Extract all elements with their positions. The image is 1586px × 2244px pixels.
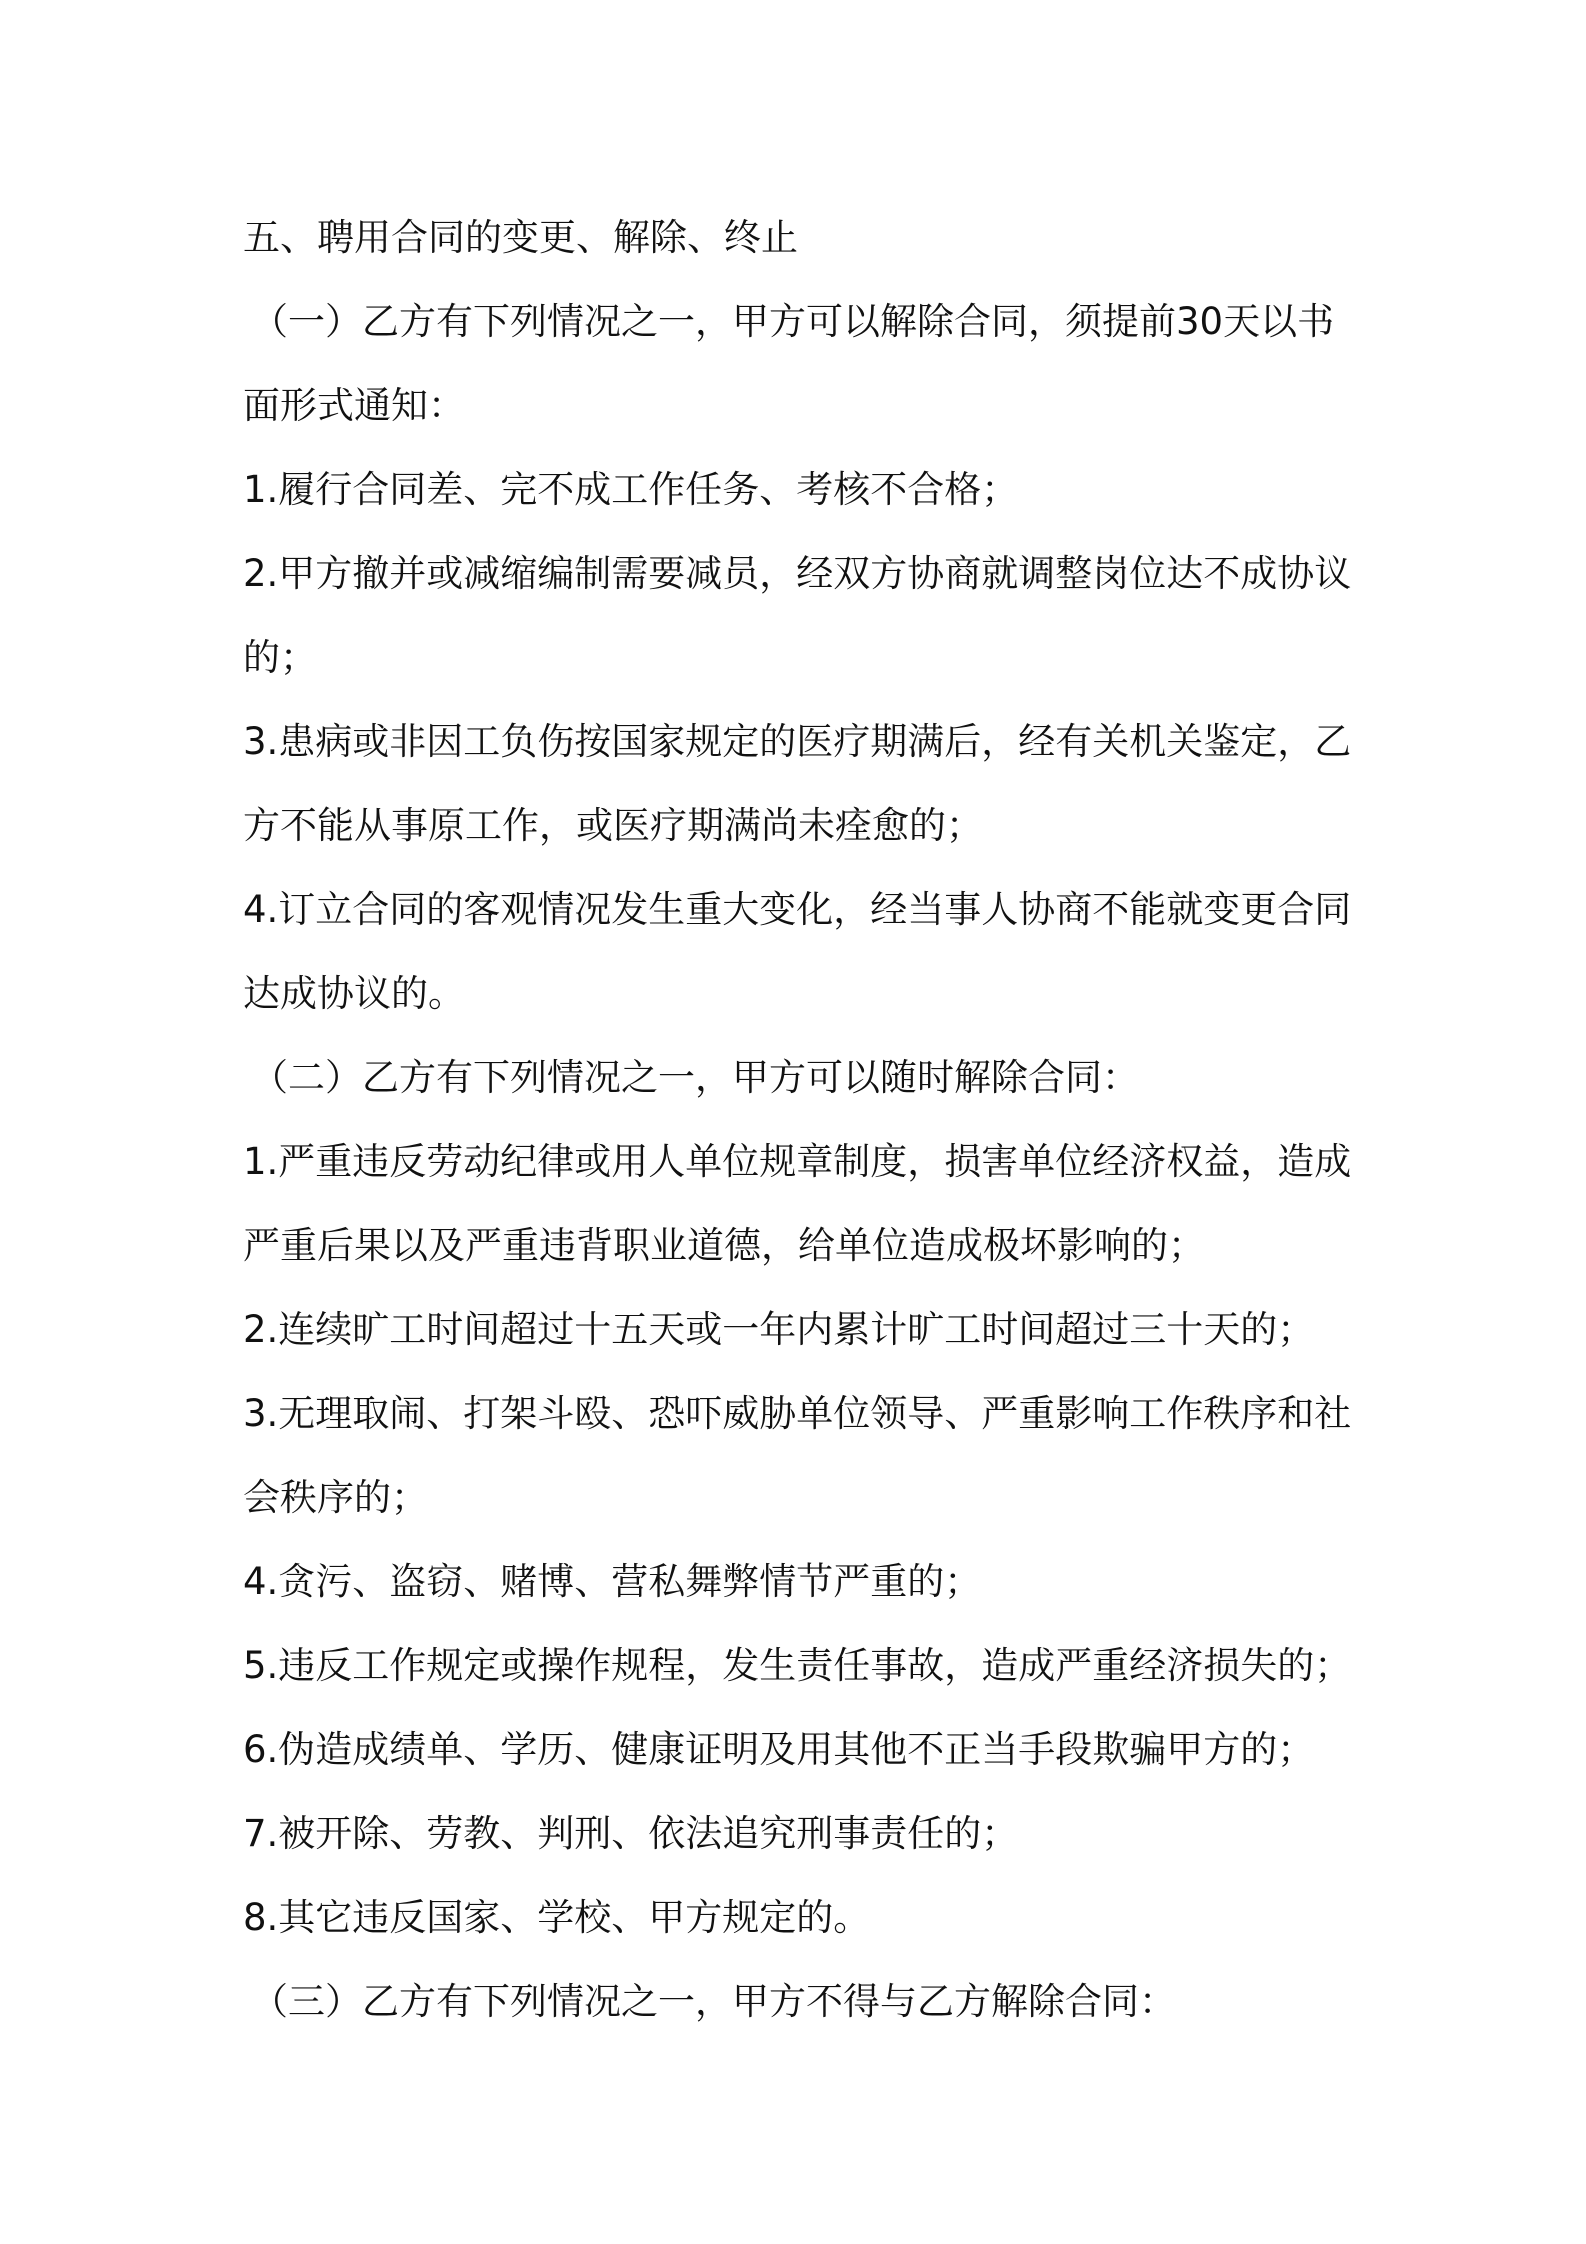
clause-2-item-1: 1.严重违反劳动纪律或用人单位规章制度，损害单位经济权益，造成 xyxy=(243,1140,1352,1183)
clause-2-item-3: 3.无理取闹、打架斗殴、恐吓威胁单位领导、严重影响工作秩序和社 xyxy=(243,1392,1352,1435)
document-body xyxy=(243,196,1363,2044)
clause-2-heading: （二）乙方有下列情况之一，甲方可以随时解除合同： xyxy=(251,1056,1139,1099)
clause-2-item-3-cont: 会秩序的； xyxy=(243,1476,428,1519)
clause-1-item-4-cont: 达成协议的。 xyxy=(243,972,465,1015)
clause-2-item-1-cont: 严重后果以及严重违背职业道德，给单位造成极坏影响的； xyxy=(243,1224,1205,1267)
clause-3-heading: （三）乙方有下列情况之一，甲方不得与乙方解除合同： xyxy=(251,1980,1176,2023)
clause-1-heading: （一）乙方有下列情况之一，甲方可以解除合同，须提前30天以书 xyxy=(251,300,1335,343)
clause-1-item-3: 3.患病或非因工负伤按国家规定的医疗期满后，经有关机关鉴定，乙 xyxy=(243,720,1352,763)
clause-2-item-5: 5.违反工作规定或操作规程，发生责任事故，造成严重经济损失的； xyxy=(243,1644,1352,1687)
clause-2-item-8: 8.其它违反国家、学校、甲方规定的。 xyxy=(243,1896,871,1939)
clause-1-item-1: 1.履行合同差、完不成工作任务、考核不合格； xyxy=(243,468,1019,511)
section-title: 五、聘用合同的变更、解除、终止 xyxy=(243,216,798,259)
clause-1-heading-cont: 面形式通知： xyxy=(243,384,465,427)
clause-1-item-3-cont: 方不能从事原工作，或医疗期满尚未痊愈的； xyxy=(243,804,983,847)
clause-2-item-4: 4.贪污、盗窃、赌博、营私舞弊情节严重的； xyxy=(243,1560,982,1603)
clause-2-item-6: 6.伪造成绩单、学历、健康证明及用其他不正当手段欺骗甲方的； xyxy=(243,1728,1315,1771)
clause-1-item-4: 4.订立合同的客观情况发生重大变化，经当事人协商不能就变更合同 xyxy=(243,888,1352,931)
clause-1-item-2-cont: 的； xyxy=(243,636,317,679)
clause-1-item-2: 2.甲方撤并或减缩编制需要减员，经双方协商就调整岗位达不成协议 xyxy=(243,552,1352,595)
clause-2-item-7: 7.被开除、劳教、判刑、依法追究刑事责任的； xyxy=(243,1812,1019,1855)
clause-2-item-2: 2.连续旷工时间超过十五天或一年内累计旷工时间超过三十天的； xyxy=(243,1308,1315,1351)
